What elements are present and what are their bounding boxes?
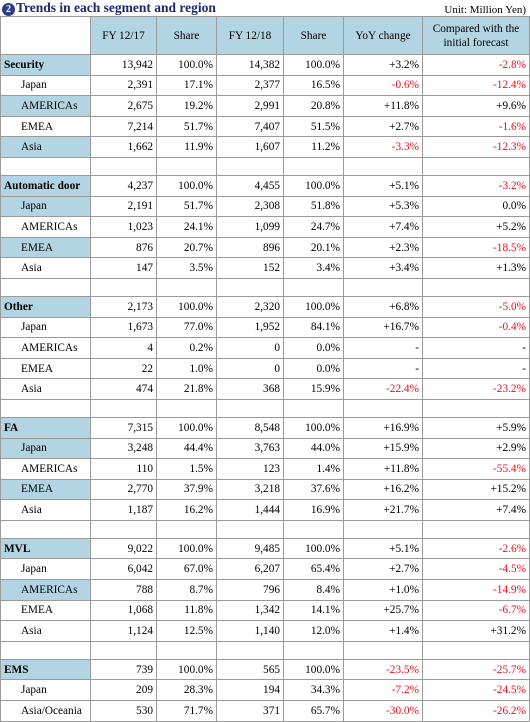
- value-fy1217-cell: 1,187: [91, 500, 157, 521]
- segment-label: Other: [1, 296, 91, 317]
- value-fy1218-cell: 7,407: [217, 116, 284, 137]
- share-fy1218-cell: 51.8%: [284, 196, 344, 217]
- vs-forecast-cell: -0.4%: [423, 317, 530, 338]
- yoy-change-cell: -22.4%: [344, 379, 423, 400]
- value-fy1218-cell: 6,207: [217, 559, 284, 580]
- region-row: [1, 75, 530, 96]
- spacer-cell: [344, 520, 423, 538]
- vs-forecast-cell: -12.3%: [423, 137, 530, 158]
- value-fy1217-cell: 22: [91, 358, 157, 379]
- yoy-change-cell: +1.4%: [344, 621, 423, 642]
- spacer-cell: [344, 278, 423, 296]
- table-body: [1, 55, 530, 722]
- value-fy1217-cell: 1,068: [91, 600, 157, 621]
- share-fy1218-cell: 84.1%: [284, 317, 344, 338]
- spacer-cell: [217, 278, 284, 296]
- segment-total-row: [1, 296, 530, 317]
- share-fy1218-cell: 20.8%: [284, 96, 344, 117]
- share-fy1218-cell: 37.6%: [284, 479, 344, 500]
- share-fy1217-cell: 21.8%: [157, 379, 217, 400]
- value-fy1218-cell: 2,377: [217, 75, 284, 96]
- spacer-cell: [344, 399, 423, 417]
- value-fy1217-cell: 2,173: [91, 296, 157, 317]
- share-fy1218-cell: 100.0%: [284, 296, 344, 317]
- vs-forecast-cell: -14.9%: [423, 580, 530, 601]
- region-label: AMERICAs: [1, 96, 91, 117]
- value-fy1217-cell: 474: [91, 379, 157, 400]
- spacer-cell: [91, 278, 157, 296]
- spacer-cell: [284, 157, 344, 175]
- vs-forecast-cell: -55.4%: [423, 459, 530, 480]
- region-row: [1, 459, 530, 480]
- vs-forecast-cell: -1.6%: [423, 116, 530, 137]
- share-fy1217-cell: 100.0%: [157, 296, 217, 317]
- value-fy1218-cell: 3,763: [217, 438, 284, 459]
- region-label: EMEA: [1, 358, 91, 379]
- segment-total-row: [1, 175, 530, 196]
- region-label: Asia: [1, 379, 91, 400]
- region-row: [1, 137, 530, 158]
- spacer-cell: [284, 520, 344, 538]
- region-row: [1, 438, 530, 459]
- share-fy1217-cell: 100.0%: [157, 417, 217, 438]
- share-fy1217-cell: 8.7%: [157, 580, 217, 601]
- spacer-cell: [91, 520, 157, 538]
- yoy-change-cell: +2.3%: [344, 237, 423, 258]
- region-row: [1, 116, 530, 137]
- spacer-cell: [157, 157, 217, 175]
- yoy-change-cell: +16.7%: [344, 317, 423, 338]
- region-label: Asia: [1, 621, 91, 642]
- header-blank-cell: [1, 17, 91, 55]
- region-label: Japan: [1, 559, 91, 580]
- vs-forecast-cell: -4.5%: [423, 559, 530, 580]
- share-fy1217-cell: 28.3%: [157, 680, 217, 701]
- value-fy1218-cell: 152: [217, 258, 284, 279]
- vs-forecast-cell: -26.2%: [423, 701, 530, 722]
- spacer-cell: [284, 641, 344, 659]
- share-fy1217-cell: 11.9%: [157, 137, 217, 158]
- vs-forecast-cell: +1.3%: [423, 258, 530, 279]
- share-fy1217-cell: 12.5%: [157, 621, 217, 642]
- vs-forecast-cell: 0.0%: [423, 196, 530, 217]
- region-row: [1, 680, 530, 701]
- region-row: [1, 237, 530, 258]
- share-fy1217-cell: 67.0%: [157, 559, 217, 580]
- value-fy1218-cell: 1,952: [217, 317, 284, 338]
- vs-forecast-cell: +5.9%: [423, 417, 530, 438]
- yoy-change-cell: +5.1%: [344, 175, 423, 196]
- vs-forecast-cell: -: [423, 338, 530, 359]
- value-fy1217-cell: 3,248: [91, 438, 157, 459]
- spacer-cell: [157, 520, 217, 538]
- share-fy1218-cell: 65.4%: [284, 559, 344, 580]
- value-fy1218-cell: 194: [217, 680, 284, 701]
- yoy-change-cell: -7.2%: [344, 680, 423, 701]
- value-fy1217-cell: 2,391: [91, 75, 157, 96]
- value-fy1217-cell: 1,023: [91, 217, 157, 238]
- spacer-cell: [1, 399, 91, 417]
- value-fy1218-cell: 2,991: [217, 96, 284, 117]
- share-fy1217-cell: 77.0%: [157, 317, 217, 338]
- yoy-change-cell: +7.4%: [344, 217, 423, 238]
- share-fy1218-cell: 8.4%: [284, 580, 344, 601]
- spacer-cell: [1, 278, 91, 296]
- spacer-cell: [423, 399, 530, 417]
- vs-forecast-cell: -: [423, 358, 530, 379]
- value-fy1217-cell: 530: [91, 701, 157, 722]
- vs-forecast-cell: -24.5%: [423, 680, 530, 701]
- region-label: AMERICAs: [1, 338, 91, 359]
- share-fy1218-cell: 51.5%: [284, 116, 344, 137]
- unit-note: Unit: Million Yen): [444, 4, 526, 16]
- spacer-cell: [423, 641, 530, 659]
- region-row: [1, 701, 530, 722]
- section-title-text: Trends in each segment and region: [16, 0, 216, 15]
- share-fy1217-cell: 1.5%: [157, 459, 217, 480]
- region-label: EMEA: [1, 479, 91, 500]
- region-row: [1, 559, 530, 580]
- yoy-change-cell: +21.7%: [344, 500, 423, 521]
- segment-label: MVL: [1, 538, 91, 559]
- value-fy1218-cell: 565: [217, 659, 284, 680]
- share-fy1217-cell: 11.8%: [157, 600, 217, 621]
- spacer-cell: [91, 157, 157, 175]
- value-fy1218-cell: 1,140: [217, 621, 284, 642]
- vs-forecast-cell: +7.4%: [423, 500, 530, 521]
- spacer-cell: [157, 278, 217, 296]
- region-row: [1, 258, 530, 279]
- share-fy1217-cell: 100.0%: [157, 175, 217, 196]
- yoy-change-cell: +15.9%: [344, 438, 423, 459]
- yoy-change-cell: +2.7%: [344, 116, 423, 137]
- spacer-row: [1, 278, 530, 296]
- value-fy1218-cell: 4,455: [217, 175, 284, 196]
- value-fy1217-cell: 4,237: [91, 175, 157, 196]
- yoy-change-cell: -3.3%: [344, 137, 423, 158]
- region-label: Asia/Oceania: [1, 701, 91, 722]
- value-fy1217-cell: 7,315: [91, 417, 157, 438]
- spacer-cell: [91, 641, 157, 659]
- spacer-row: [1, 641, 530, 659]
- value-fy1218-cell: 3,218: [217, 479, 284, 500]
- spacer-row: [1, 399, 530, 417]
- value-fy1217-cell: 2,191: [91, 196, 157, 217]
- yoy-change-cell: +2.7%: [344, 559, 423, 580]
- value-fy1217-cell: 13,942: [91, 55, 157, 76]
- spacer-cell: [284, 399, 344, 417]
- value-fy1217-cell: 209: [91, 680, 157, 701]
- spacer-row: [1, 157, 530, 175]
- value-fy1218-cell: 14,382: [217, 55, 284, 76]
- value-fy1217-cell: 7,214: [91, 116, 157, 137]
- value-fy1217-cell: 1,662: [91, 137, 157, 158]
- region-label: Asia: [1, 258, 91, 279]
- share-fy1218-cell: 65.7%: [284, 701, 344, 722]
- spacer-cell: [1, 641, 91, 659]
- value-fy1218-cell: 896: [217, 237, 284, 258]
- segment-total-row: [1, 659, 530, 680]
- spacer-cell: [284, 278, 344, 296]
- segment-label: Security: [1, 55, 91, 76]
- segment-label: EMS: [1, 659, 91, 680]
- value-fy1218-cell: 8,548: [217, 417, 284, 438]
- spacer-cell: [217, 157, 284, 175]
- share-fy1217-cell: 19.2%: [157, 96, 217, 117]
- spacer-cell: [1, 520, 91, 538]
- col-header-fy1218: FY 12/18: [217, 17, 284, 55]
- segment-total-row: [1, 55, 530, 76]
- value-fy1218-cell: 1,342: [217, 600, 284, 621]
- yoy-change-cell: +11.8%: [344, 96, 423, 117]
- spacer-cell: [217, 641, 284, 659]
- share-fy1218-cell: 100.0%: [284, 55, 344, 76]
- yoy-change-cell: +16.2%: [344, 479, 423, 500]
- value-fy1217-cell: 1,673: [91, 317, 157, 338]
- share-fy1217-cell: 100.0%: [157, 659, 217, 680]
- value-fy1217-cell: 147: [91, 258, 157, 279]
- region-row: [1, 217, 530, 238]
- segment-label: FA: [1, 417, 91, 438]
- region-row: [1, 338, 530, 359]
- value-fy1217-cell: 2,770: [91, 479, 157, 500]
- value-fy1218-cell: 0: [217, 338, 284, 359]
- yoy-change-cell: -: [344, 358, 423, 379]
- spacer-cell: [157, 399, 217, 417]
- yoy-change-cell: +25.7%: [344, 600, 423, 621]
- vs-forecast-cell: +15.2%: [423, 479, 530, 500]
- value-fy1217-cell: 876: [91, 237, 157, 258]
- share-fy1218-cell: 15.9%: [284, 379, 344, 400]
- share-fy1218-cell: 100.0%: [284, 417, 344, 438]
- region-label: AMERICAs: [1, 217, 91, 238]
- yoy-change-cell: +6.8%: [344, 296, 423, 317]
- share-fy1218-cell: 16.5%: [284, 75, 344, 96]
- region-label: Japan: [1, 75, 91, 96]
- share-fy1218-cell: 11.2%: [284, 137, 344, 158]
- share-fy1217-cell: 51.7%: [157, 116, 217, 137]
- value-fy1217-cell: 110: [91, 459, 157, 480]
- share-fy1217-cell: 71.7%: [157, 701, 217, 722]
- yoy-change-cell: -: [344, 338, 423, 359]
- value-fy1218-cell: 0: [217, 358, 284, 379]
- spacer-cell: [423, 157, 530, 175]
- spacer-cell: [217, 399, 284, 417]
- vs-forecast-cell: +31.2%: [423, 621, 530, 642]
- region-label: AMERICAs: [1, 459, 91, 480]
- share-fy1218-cell: 24.7%: [284, 217, 344, 238]
- col-header-fy1217: FY 12/17: [91, 17, 157, 55]
- value-fy1218-cell: 9,485: [217, 538, 284, 559]
- value-fy1218-cell: 123: [217, 459, 284, 480]
- region-label: Japan: [1, 438, 91, 459]
- yoy-change-cell: +3.4%: [344, 258, 423, 279]
- vs-forecast-cell: -3.2%: [423, 175, 530, 196]
- yoy-change-cell: +5.1%: [344, 538, 423, 559]
- region-label: Asia: [1, 137, 91, 158]
- circled-number-icon: 2: [2, 3, 15, 16]
- region-label: EMEA: [1, 116, 91, 137]
- share-fy1218-cell: 12.0%: [284, 621, 344, 642]
- yoy-change-cell: +11.8%: [344, 459, 423, 480]
- share-fy1218-cell: 3.4%: [284, 258, 344, 279]
- yoy-change-cell: -0.6%: [344, 75, 423, 96]
- yoy-change-cell: +5.3%: [344, 196, 423, 217]
- share-fy1218-cell: 100.0%: [284, 538, 344, 559]
- share-fy1217-cell: 24.1%: [157, 217, 217, 238]
- value-fy1217-cell: 6,042: [91, 559, 157, 580]
- region-row: [1, 379, 530, 400]
- vs-forecast-cell: -6.7%: [423, 600, 530, 621]
- share-fy1217-cell: 44.4%: [157, 438, 217, 459]
- share-fy1218-cell: 44.0%: [284, 438, 344, 459]
- vs-forecast-cell: +5.2%: [423, 217, 530, 238]
- value-fy1217-cell: 1,124: [91, 621, 157, 642]
- vs-forecast-cell: -12.4%: [423, 75, 530, 96]
- vs-forecast-cell: +2.9%: [423, 438, 530, 459]
- region-row: [1, 317, 530, 338]
- spacer-cell: [344, 157, 423, 175]
- vs-forecast-cell: -2.8%: [423, 55, 530, 76]
- segment-region-table: [0, 16, 530, 722]
- yoy-change-cell: +16.9%: [344, 417, 423, 438]
- value-fy1218-cell: 368: [217, 379, 284, 400]
- vs-forecast-cell: -23.2%: [423, 379, 530, 400]
- region-label: Japan: [1, 196, 91, 217]
- yoy-change-cell: +1.0%: [344, 580, 423, 601]
- region-row: [1, 600, 530, 621]
- region-row: [1, 479, 530, 500]
- region-row: [1, 621, 530, 642]
- spacer-cell: [157, 641, 217, 659]
- share-fy1217-cell: 1.0%: [157, 358, 217, 379]
- share-fy1217-cell: 37.9%: [157, 479, 217, 500]
- share-fy1218-cell: 16.9%: [284, 500, 344, 521]
- vs-forecast-cell: -2.6%: [423, 538, 530, 559]
- value-fy1218-cell: 2,308: [217, 196, 284, 217]
- share-fy1217-cell: 100.0%: [157, 538, 217, 559]
- spacer-cell: [217, 520, 284, 538]
- value-fy1217-cell: 9,022: [91, 538, 157, 559]
- share-fy1217-cell: 16.2%: [157, 500, 217, 521]
- region-label: Japan: [1, 680, 91, 701]
- vs-forecast-cell: -25.7%: [423, 659, 530, 680]
- region-label: EMEA: [1, 237, 91, 258]
- yoy-change-cell: -30.0%: [344, 701, 423, 722]
- share-fy1218-cell: 100.0%: [284, 659, 344, 680]
- share-fy1217-cell: 0.2%: [157, 338, 217, 359]
- spacer-cell: [344, 641, 423, 659]
- region-row: [1, 96, 530, 117]
- value-fy1218-cell: 796: [217, 580, 284, 601]
- col-header-share-1: Share: [157, 17, 217, 55]
- value-fy1218-cell: 1,607: [217, 137, 284, 158]
- col-header-yoy: YoY change: [344, 17, 423, 55]
- spacer-row: [1, 520, 530, 538]
- region-row: [1, 500, 530, 521]
- segment-label: Automatic door: [1, 175, 91, 196]
- value-fy1218-cell: 2,320: [217, 296, 284, 317]
- spacer-cell: [91, 399, 157, 417]
- share-fy1218-cell: 1.4%: [284, 459, 344, 480]
- share-fy1218-cell: 0.0%: [284, 358, 344, 379]
- table-header-row: [1, 17, 530, 55]
- region-row: [1, 580, 530, 601]
- spacer-cell: [1, 157, 91, 175]
- spacer-cell: [423, 520, 530, 538]
- segment-total-row: [1, 538, 530, 559]
- share-fy1217-cell: 20.7%: [157, 237, 217, 258]
- value-fy1217-cell: 4: [91, 338, 157, 359]
- region-label: EMEA: [1, 600, 91, 621]
- share-fy1217-cell: 51.7%: [157, 196, 217, 217]
- yoy-change-cell: -23.5%: [344, 659, 423, 680]
- share-fy1218-cell: 34.3%: [284, 680, 344, 701]
- region-label: AMERICAs: [1, 580, 91, 601]
- region-label: Asia: [1, 500, 91, 521]
- vs-forecast-cell: -18.5%: [423, 237, 530, 258]
- value-fy1217-cell: 739: [91, 659, 157, 680]
- share-fy1217-cell: 100.0%: [157, 55, 217, 76]
- share-fy1217-cell: 3.5%: [157, 258, 217, 279]
- value-fy1218-cell: 371: [217, 701, 284, 722]
- value-fy1218-cell: 1,444: [217, 500, 284, 521]
- share-fy1217-cell: 17.1%: [157, 75, 217, 96]
- value-fy1218-cell: 1,099: [217, 217, 284, 238]
- share-fy1218-cell: 0.0%: [284, 338, 344, 359]
- share-fy1218-cell: 20.1%: [284, 237, 344, 258]
- section-title: [2, 0, 216, 16]
- vs-forecast-cell: +9.6%: [423, 96, 530, 117]
- value-fy1217-cell: 788: [91, 580, 157, 601]
- col-header-share-2: Share: [284, 17, 344, 55]
- share-fy1218-cell: 14.1%: [284, 600, 344, 621]
- share-fy1218-cell: 100.0%: [284, 175, 344, 196]
- value-fy1217-cell: 2,675: [91, 96, 157, 117]
- segment-total-row: [1, 417, 530, 438]
- region-row: [1, 358, 530, 379]
- region-row: [1, 196, 530, 217]
- region-label: Japan: [1, 317, 91, 338]
- yoy-change-cell: +3.2%: [344, 55, 423, 76]
- vs-forecast-cell: -5.0%: [423, 296, 530, 317]
- col-header-vs-forecast: Compared with the initial forecast: [423, 17, 530, 55]
- spacer-cell: [423, 278, 530, 296]
